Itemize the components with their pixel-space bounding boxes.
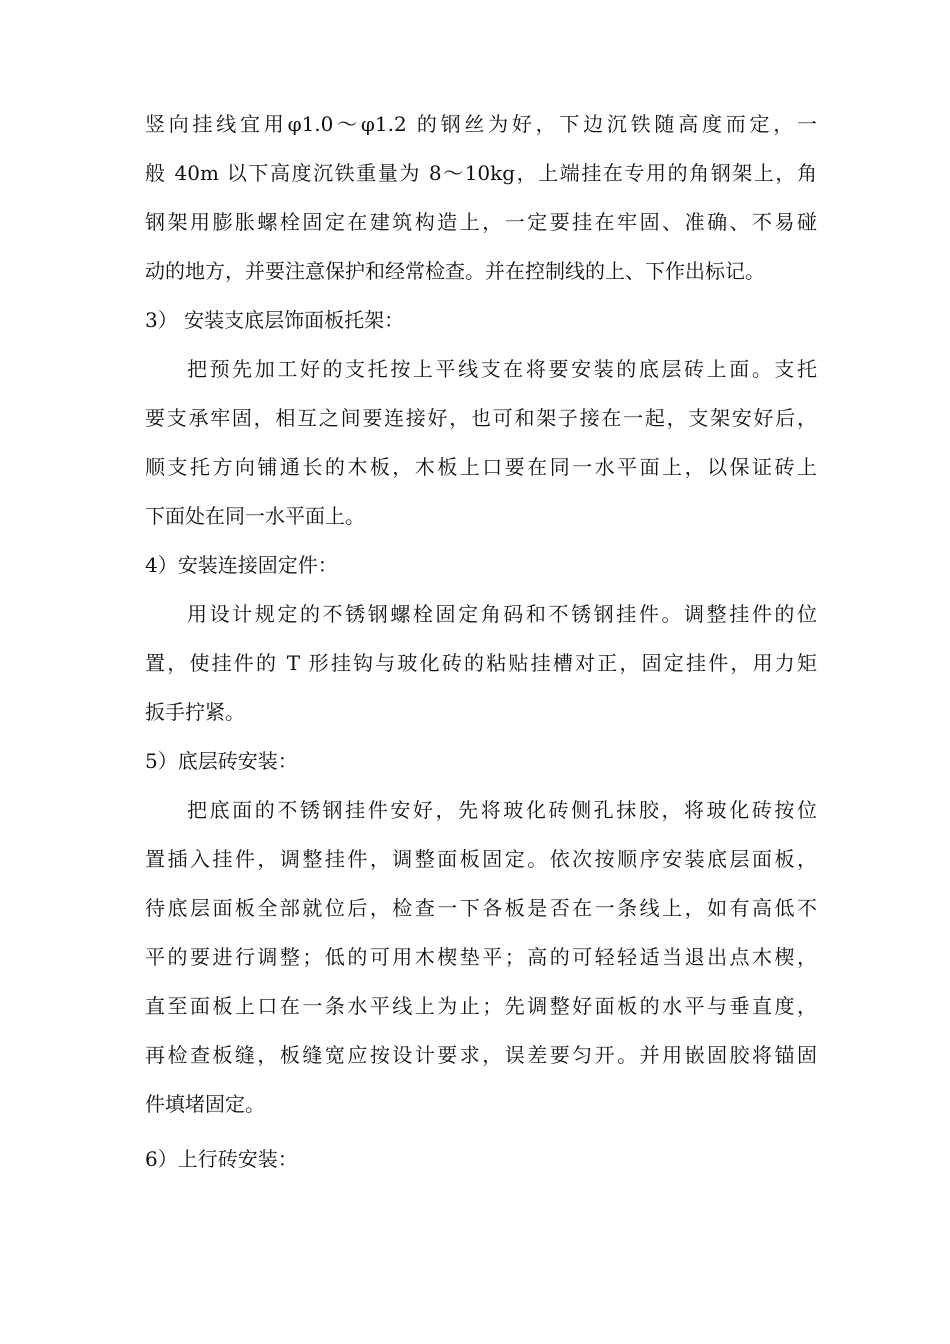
text-line: 件填堵固定。 xyxy=(145,1092,265,1116)
text-line: 顺支托方向铺通长的木板，木板上口要在同一水平面上，以保证砖上 xyxy=(145,455,817,479)
text-line: 钢架用膨胀螺栓固定在建筑构造上，一定要挂在牢固、准确、不易碰 xyxy=(145,210,817,234)
text-line: 要支承牢固，相互之间要连接好，也可和架子接在一起，支架安好后， xyxy=(145,406,817,430)
section-heading-4: 4）安装连接固定件： xyxy=(145,553,338,577)
text-line: 平的要进行调整；低的可用木楔垫平；高的可轻轻适当退出点木楔， xyxy=(145,945,817,969)
text-line: 直至面板上口在一条水平线上为止；先调整好面板的水平与垂直度， xyxy=(145,994,817,1018)
paragraph-support-bracket xyxy=(145,345,817,541)
text-line: 把底面的不锈钢挂件安好，先将玻化砖侧孔抹胶，将玻化砖按位 xyxy=(187,798,817,822)
text-line: 般 40m 以下高度沉铁重量为 8～10kg，上端挂在专用的角钢架上，角 xyxy=(145,161,817,185)
text-line: 待底层面板全部就位后，检查一下各板是否在一条线上，如有高低不 xyxy=(145,896,817,920)
text-line: 动的地方，并要注意保护和经常检查。并在控制线的上、下作出标记。 xyxy=(145,259,765,283)
section-heading-3: 3） 安装支底层饰面板托架： xyxy=(145,308,405,332)
paragraph-bottom-tile xyxy=(145,786,817,1129)
text-line: 扳手拧紧。 xyxy=(145,700,245,724)
text-line: 用设计规定的不锈钢螺栓固定角码和不锈钢挂件。调整挂件的位 xyxy=(187,602,817,626)
section-heading-6: 6）上行砖安装： xyxy=(145,1147,298,1171)
text-line: 置，使挂件的 T 形挂钩与玻化砖的粘贴挂槽对正，固定挂件，用力矩 xyxy=(145,651,817,675)
paragraph-vertical-line xyxy=(145,100,817,296)
text-line: 下面处在同一水平面上。 xyxy=(145,504,365,528)
section-heading-5: 5）底层砖安装： xyxy=(145,749,298,773)
text-line: 竖向挂线宜用φ1.0～φ1.2 的钢丝为好，下边沉铁随高度而定，一 xyxy=(145,112,817,136)
paragraph-fasteners xyxy=(145,590,817,737)
text-line: 置插入挂件，调整挂件，调整面板固定。依次按顺序安装底层面板， xyxy=(145,847,817,871)
text-line: 把预先加工好的支托按上平线支在将要安装的底层砖上面。支托 xyxy=(187,357,817,381)
text-line: 再检查板缝，板缝宽应按设计要求，误差要匀开。并用嵌固胶将锚固 xyxy=(145,1043,817,1067)
document-body xyxy=(145,100,817,1184)
